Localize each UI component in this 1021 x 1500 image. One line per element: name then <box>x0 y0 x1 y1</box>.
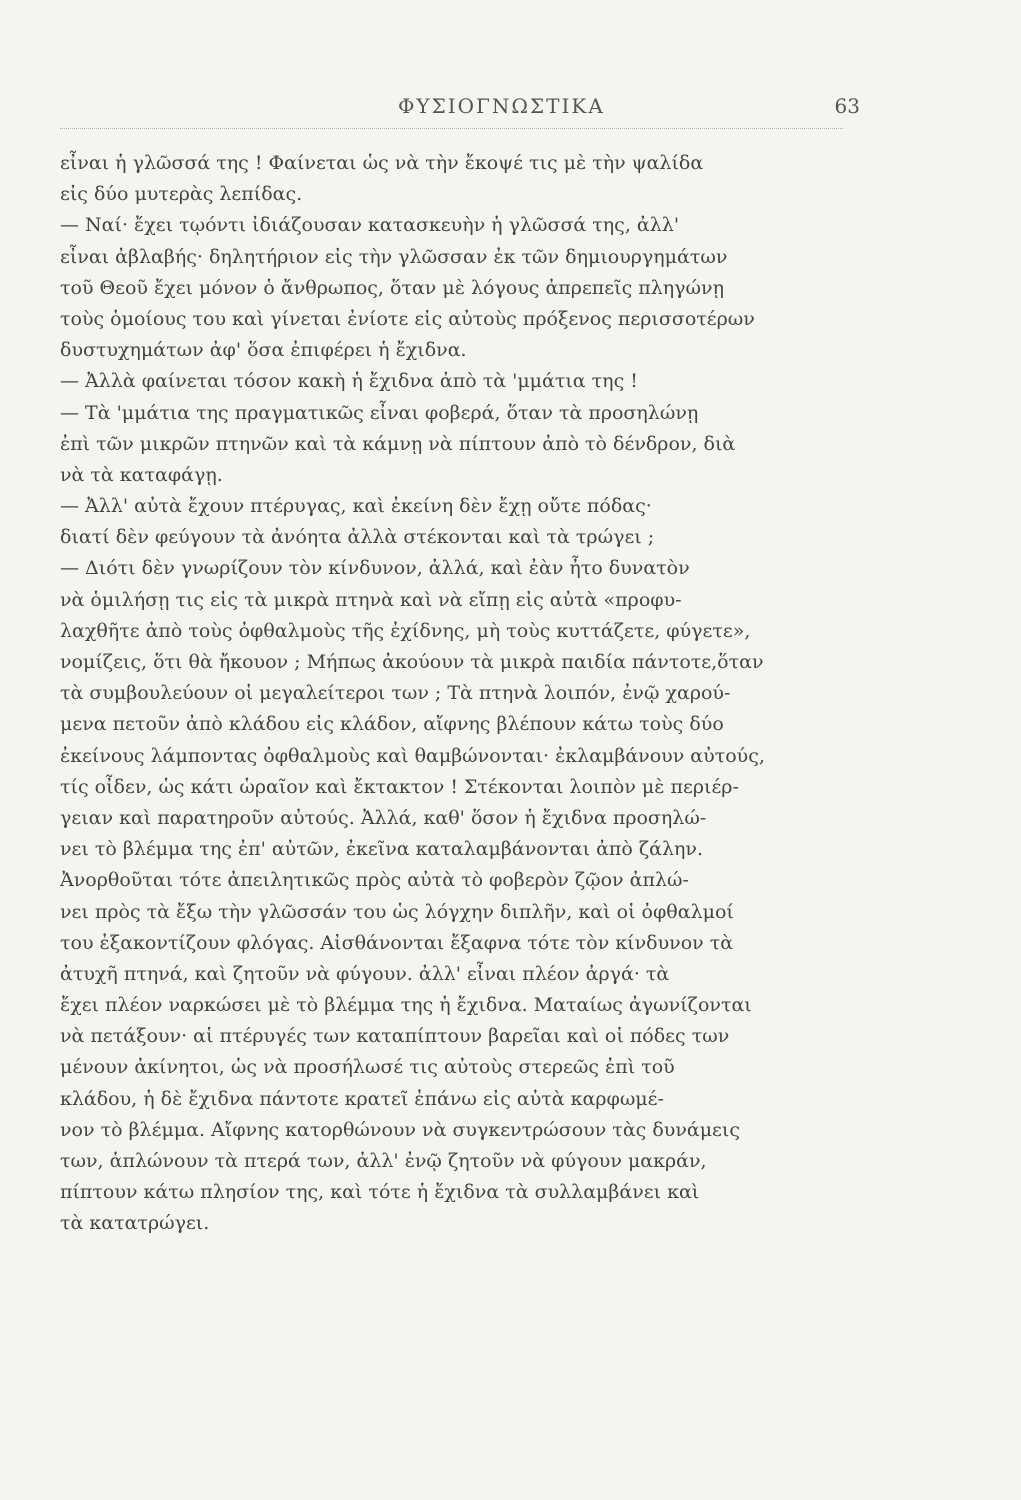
text-line: Ἀνορθοῦται τότε ἀπειλητικῶς πρὸς αὐτὰ τὸ φοβερὸν ζῷον ἀπλώ- <box>60 869 689 892</box>
body-text <box>60 148 846 1240</box>
text-line: — Διότι δὲν γνωρίζουν τὸν κίνδυνον, ἀλλά, καὶ ἐὰν ἦτο δυνατὸν <box>60 557 690 580</box>
running-head: ΦΥΣΙΟΓΝΩΣΤΙΚΑ <box>398 94 605 118</box>
text-line: — Ἀλλὰ φαίνεται τόσον κακὴ ἡ ἔχιδνα ἀπὸ τὰ 'μμάτια της ! <box>60 370 638 393</box>
text-line: τοὺς ὁμοίους του καὶ γίνεται ἐνίοτε εἰς αὐτοὺς πρόξενος περισσοτέρων <box>60 307 755 330</box>
text-line: εἶναι ἡ γλῶσσά της ! Φαίνεται ὡς νὰ τὴν ἔκοψέ τις μὲ τὴν ψαλίδα <box>60 152 704 174</box>
text-line: — Ναί· ἔχει τῳόντι ἰδιάζουσαν κατασκευὴν ἡ γλῶσσά της, ἀλλ' <box>60 214 680 237</box>
text-line: πίπτουν κάτω πλησίον της, καὶ τότε ἡ ἔχιδνα τὰ συλλαμβάνει καὶ <box>60 1181 700 1204</box>
text-line: εἰς δύο μυτερὰς λεπίδας. <box>60 183 303 206</box>
text-line: κλάδου, ἡ δὲ ἔχιδνα πάντοτε κρατεῖ ἐπάνω εἰς αὐτὰ καρφωμέ- <box>60 1087 664 1110</box>
text-line: νει τὸ βλέμμα της ἐπ' αὐτῶν, ἐκεῖνα καταλαμβάνονται ἀπὸ ζάλην. <box>60 838 704 861</box>
page-header <box>60 88 860 128</box>
text-line: τὰ συμβουλεύουν οἱ μεγαλείτεροι των ; Τὰ πτηνὰ λοιπόν, ἐνῷ χαρού- <box>60 682 731 705</box>
text-line: τὰ κατατρώγει. <box>60 1212 210 1235</box>
text-line: ἔχει πλέον ναρκώσει μὲ τὸ βλέμμα της ἡ ἔχιδνα. Ματαίως ἀγωνίζονται <box>60 994 752 1017</box>
text-line: ἀτυχῆ πτηνά, καὶ ζητοῦν νὰ φύγουν. ἀλλ' εἶναι πλέον ἀργά· τὰ <box>60 962 670 985</box>
text-line: νὰ τὰ καταφάγῃ. <box>60 463 223 486</box>
text-line: νον τὸ βλέμμα. Αἴφνης κατορθώνουν νὰ συγκεντρώσουν τὰς δυνάμεις <box>60 1118 740 1141</box>
text-line: ἐπὶ τῶν μικρῶν πτηνῶν καὶ τὰ κάμνῃ νὰ πίπτουν ἀπὸ τὸ δένδρον, διὰ <box>60 432 736 455</box>
text-line: μενα πετοῦν ἀπὸ κλάδου εἰς κλάδον, αἴφνης βλέπουν κάτω τοὺς δύο <box>60 713 724 736</box>
text-line: τίς οἶδεν, ὡς κάτι ὡραῖον καὶ ἔκτακτον ! Στέκονται λοιπὸν μὲ περιέρ- <box>60 775 739 798</box>
text-line: γειαν καὶ παρατηροῦν αὐτούς. Ἀλλά, καθ' ὅσον ἡ ἔχιδνα προσηλώ- <box>60 806 707 829</box>
text-line: νει πρὸς τὰ ἔξω τὴν γλῶσσάν του ὡς λόγχην διπλῆν, καὶ οἱ ὀφθαλμοί <box>60 900 734 923</box>
text-line: ἐκείνους λάμποντας ὀφθαλμοὺς καὶ θαμβώνονται· ἐκλαμβάνουν αὐτούς, <box>60 744 765 767</box>
text-line: νὰ πετάξουν· αἱ πτέρυγές των καταπίπτουν βαρεῖαι καὶ οἱ πόδες των <box>60 1025 730 1048</box>
text-line: — Ἀλλ' αὐτὰ ἔχουν πτέρυγας, καὶ ἐκείνη δὲν ἔχῃ οὔτε πόδας· <box>60 495 652 518</box>
text-line: δυστυχημάτων ἀφ' ὅσα ἐπιφέρει ἡ ἔχιδνα. <box>60 339 467 362</box>
text-line: — Τὰ 'μμάτια της πραγματικῶς εἶναι φοβερά, ὅταν τὰ προσηλώνῃ <box>60 401 699 424</box>
text-line: τοῦ Θεοῦ ἔχει μόνον ὁ ἄνθρωπος, ὅταν μὲ λόγους ἀπρεπεῖς πληγώνῃ <box>60 276 724 299</box>
text-line: του ἐξακοντίζουν φλόγας. Αἰσθάνονται ἔξαφνα τότε τὸν κίνδυνον τὰ <box>60 931 734 954</box>
text-line: νομίζεις, ὅτι θὰ ἤκουον ; Μήπως ἀκούουν τὰ μικρὰ παιδία πάντοτε,ὅταν <box>60 651 764 673</box>
text-line: των, ἁπλώνουν τὰ πτερά των, ἀλλ' ἐνῷ ζητοῦν νὰ φύγουν μακράν, <box>60 1150 707 1172</box>
text-line: λαχθῆτε ἀπὸ τοὺς ὀφθαλμοὺς τῆς ἐχίδνης, μὴ τοὺς κυττάζετε, φύγετε», <box>60 619 751 642</box>
header-rule <box>60 128 843 129</box>
text-line: μένουν ἀκίνητοι, ὡς νὰ προσήλωσέ τις αὐτοὺς στερεῶς ἐπὶ τοῦ <box>60 1056 675 1079</box>
text-line: εἶναι ἀβλαβής· δηλητήριον εἰς τὴν γλῶσσαν ἐκ τῶν δημιουργημάτων <box>60 245 728 268</box>
page-number: 63 <box>834 94 860 118</box>
text-line: διατί δὲν φεύγουν τὰ ἀνόητα ἀλλὰ στέκονται καὶ τὰ τρώγει ; <box>60 526 655 549</box>
text-line: νὰ ὁμιλήσῃ τις εἰς τὰ μικρὰ πτηνὰ καὶ νὰ εἴπῃ εἰς αὐτὰ «προφυ- <box>60 588 682 611</box>
